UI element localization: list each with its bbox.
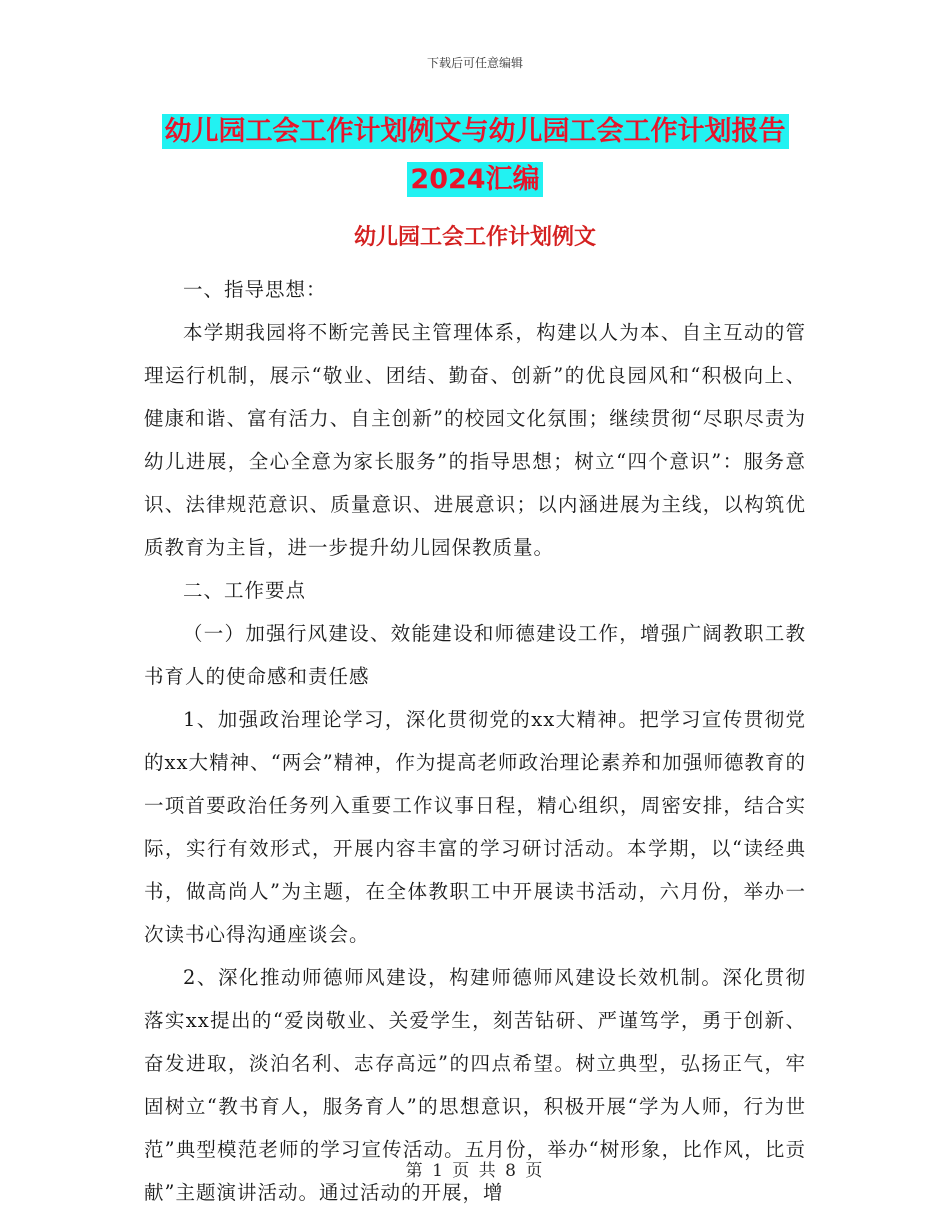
paragraph-heading-work-points: 二、工作要点 bbox=[183, 579, 307, 602]
paragraph: 2、深化推动师德师风建设，构建师德师风建设长效机制。深化贯彻落实xx提出的“爱岗敬业、关爱学生，刻苦钻研、严谨笃学，勇于创新、奋发进取，淡泊名利、志存高远”的四点希望。树立典型，弘扬正气，牢固树立“教书育人，服务育人”的思想意识，积极开展“学为人师，行为世范”典型模范老师的学习宣传活动。五月份，举办“树形象，比作风，比贡献”主题演讲活动。通过活动的开展，增 bbox=[144, 966, 806, 1204]
title-line-1: 幼儿园工会工作计划例文与幼儿园工会工作计划报告 bbox=[162, 114, 789, 149]
paragraph: 本学期我园将不断完善民主管理体系，构建以人为本、自主互动的管理运行机制，展示“敬业、团结、勤奋、创新”的优良园风和“积极向上、健康和谐、富有活力、自主创新”的校园文化氛围；继续贯彻“尽职尽责为幼儿进展，全心全意为家长服务”的指导思想；树立“四个意识”：服务意识、法律规范意识、质量意识、进展意识；以内涵进展为主线，以构筑优质教育为主旨，进一步提升幼儿园保教质量。 bbox=[144, 321, 806, 559]
paragraph: 1、加强政治理论学习，深化贯彻党的xx大精神。把学习宣传贯彻党的xx大精神、“两会”精神，作为提高老师政治理论素养和加强师德教育的一项首要政治任务列入重要工作议事日程，精心组织，周密安排，结合实际，实行有效形式，开展内容丰富的学习研讨活动。本学期，以“读经典书，做高尚人”为主题，在全体教职工中开展读书活动，六月份，举办一次读书心得沟通座谈会。 bbox=[144, 708, 806, 946]
paragraph: （一）加强行风建设、效能建设和师德建设工作，增强广阔教职工教书育人的使命感和责任感 bbox=[144, 622, 806, 688]
paragraph-heading-guiding-ideology: 一、指导思想： bbox=[183, 278, 327, 301]
title-line-2: 2024汇编 bbox=[407, 162, 542, 197]
body-text bbox=[144, 268, 806, 1214]
document-title bbox=[140, 108, 810, 204]
page-footer: 第 1 页 共 8 页 bbox=[405, 1161, 545, 1181]
section-title: 幼儿园工会工作计划例文 bbox=[353, 225, 596, 250]
header-note: 下载后可任意编辑 bbox=[426, 56, 523, 70]
